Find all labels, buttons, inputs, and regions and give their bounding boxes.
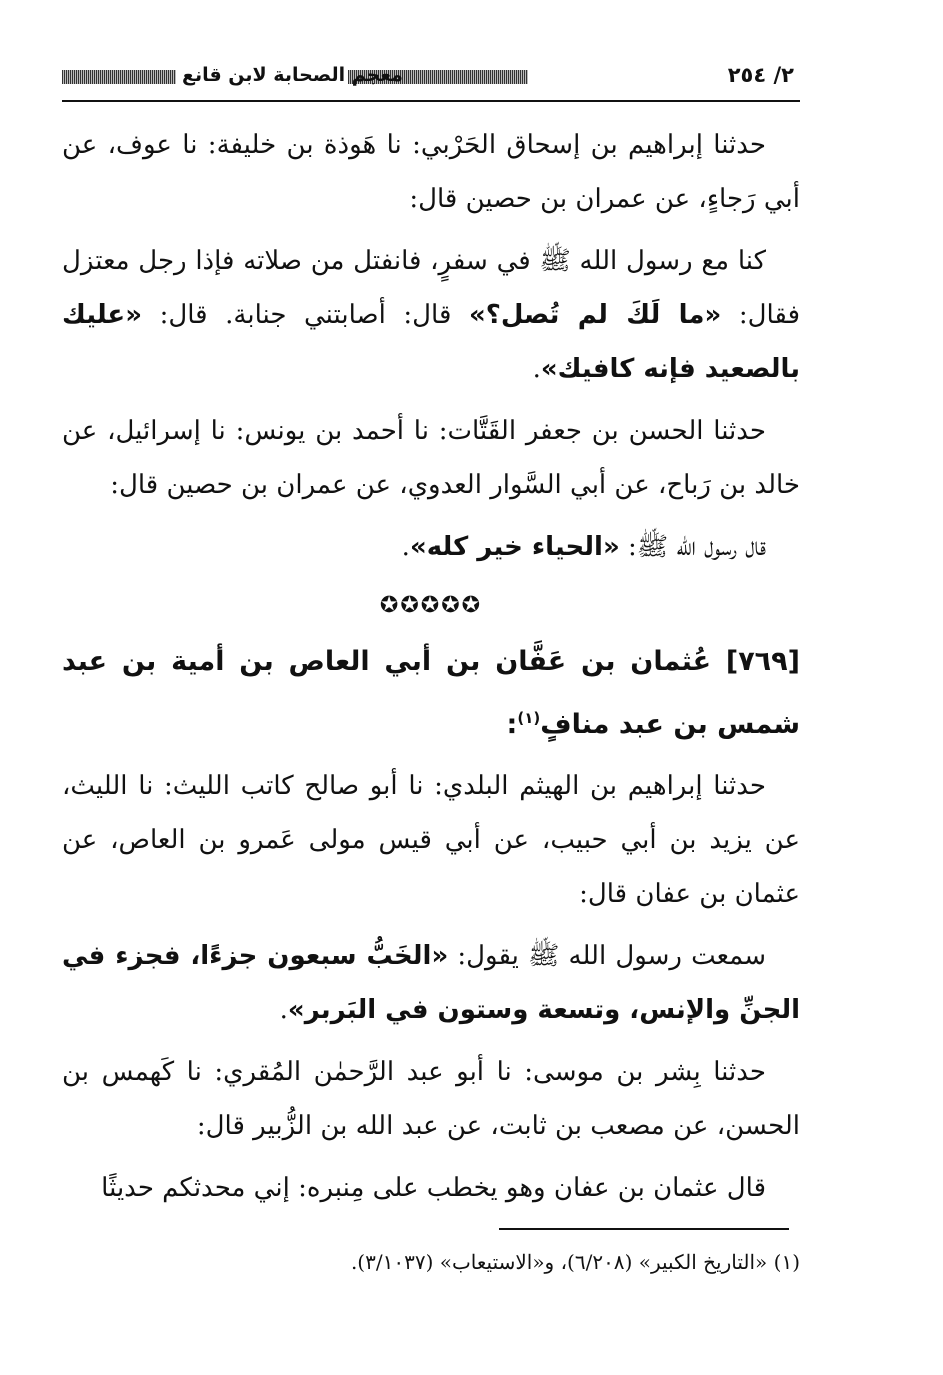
running-header	[62, 62, 800, 92]
hadith-text-paragraph	[62, 929, 800, 1037]
prophetic-quote: «ما لَكَ لم تُصل؟»	[468, 300, 722, 330]
punctuation: .	[401, 532, 410, 562]
punctuation: .	[279, 995, 288, 1025]
header-rule	[62, 100, 800, 102]
hadith-chain-paragraph: حدثنا إبراهيم بن إسحاق الحَرْبي: نا هَوذة بن خليفة: نا عوف، عن أبي رَجاءٍ، عن عمران بن حصين قال:	[62, 130, 800, 214]
footnote-rule	[499, 1228, 789, 1230]
narration-text: قال: أصابتني جنابة. قال:	[142, 300, 469, 330]
hadith-chain-paragraph: حدثنا الحسن بن جعفر القَتَّات: نا أحمد بن يونس: نا إسرائيل، عن خالد بن رَباح، عن أبي السَّوار العدوي، عن عمران بن حصين قال:	[62, 416, 800, 500]
prophetic-quote: «عليك بالصعيد فإنه كافيك»	[62, 300, 800, 384]
narration-text: سمعت رسول الله ﷺ يقول:	[448, 941, 766, 971]
prophetic-quote: «الخَبُّ سبعون جزءًا، فجزء في الجنِّ والإنس، وتسعة وستون في البَربر»	[62, 941, 800, 1025]
header-ornament-bar	[62, 70, 176, 84]
hadith-chain-paragraph: حدثنا إبراهيم بن الهيثم البلدي: نا أبو صالح كاتب الليث: نا الليث، عن يزيد بن أبي حبيب، عن أبي قيس مولى عَمرو بن العاص، عن عثمان بن عفان قال:	[62, 771, 800, 909]
entry-title-text: [٧٦٩] عُثمان بن عَفَّان بن أبي العاص بن أمية بن عبد شمس بن عبد منافٍ	[62, 646, 800, 740]
narration-text: كنا مع رسول الله ﷺ في سفرٍ، فانفتل من صلاته فإذا رجل معتزل فقال:	[62, 246, 801, 330]
main-text	[62, 118, 800, 1219]
hadith-chain-paragraph: حدثنا بِشر بن موسى: نا أبو عبد الرَّحمٰن المُقري: نا كَهمس بن الحسن، عن مصعب بن ثابت، عن عبد الله بن الزُّبير قال:	[62, 1057, 800, 1141]
page-number: ٢/ ٢٥٤	[727, 63, 794, 87]
section-separator: ✪✪✪✪✪	[379, 593, 483, 618]
prophetic-quote: «الحياء خير كله»	[409, 532, 620, 562]
book-title: معجم الصحابة لابن قانع	[182, 64, 403, 86]
hadith-text-paragraph	[62, 234, 800, 396]
narration-text: قال رسول الله ﷺ:	[619, 532, 766, 562]
hadith-text-paragraph: قال عثمان بن عفان وهو يخطب على مِنبره: إني محدثكم حديثًا	[101, 1173, 766, 1203]
entry-heading	[62, 634, 800, 753]
punctuation: :	[506, 709, 518, 740]
punctuation: .	[532, 354, 541, 384]
footnote: (١) «التاريخ الكبير» (٦/٢٠٨)، و«الاستيعاب» (٣/١٠٣٧).	[350, 1250, 800, 1274]
hadith-text-paragraph	[62, 520, 800, 574]
footnote-ref: (١)	[517, 709, 541, 727]
